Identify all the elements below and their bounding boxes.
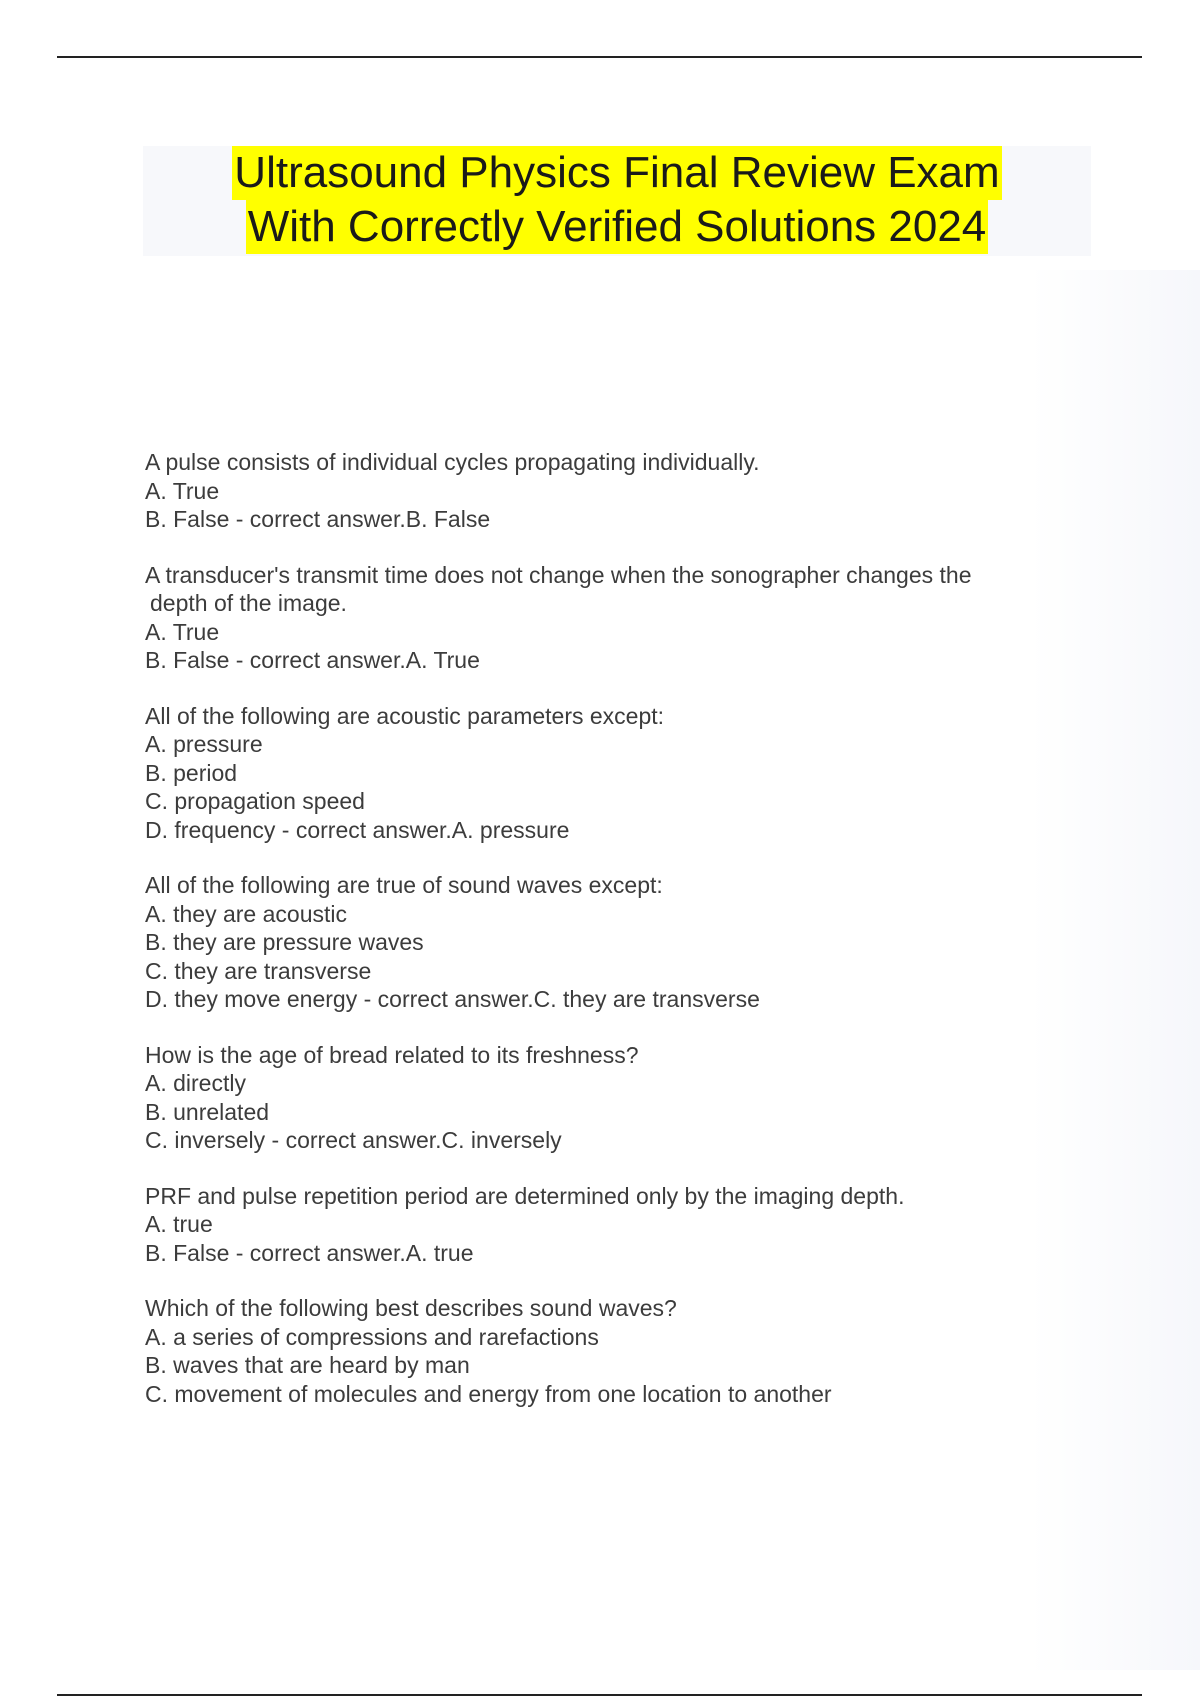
top-rule	[57, 56, 1142, 58]
answer-option: C. movement of molecules and energy from one location to another	[145, 1380, 832, 1407]
question-text: A transducer's transmit time does not change when the sonographer changes the	[145, 561, 972, 588]
question-text: Which of the following best describes sound waves?	[145, 1295, 677, 1321]
question-list	[145, 448, 1045, 1435]
answer-option: A. true	[145, 1211, 213, 1237]
question-text-continued: depth of the image.	[150, 590, 347, 616]
question-item	[145, 1041, 1045, 1155]
answer-option: A. directly	[145, 1070, 246, 1096]
title-panel	[143, 146, 1091, 256]
question-item	[145, 1182, 1045, 1268]
answer-option: B. False - correct answer.A. true	[145, 1239, 474, 1266]
question-item	[145, 448, 1045, 534]
question-text: PRF and pulse repetition period are determined only by the imaging depth.	[145, 1182, 905, 1209]
answer-option: B. unrelated	[145, 1098, 270, 1125]
bottom-rule	[57, 1694, 1142, 1696]
question-text: How is the age of bread related to its freshness?	[145, 1041, 639, 1068]
answer-option: A. a series of compressions and rarefactions	[145, 1323, 599, 1350]
answer-option: D. they move energy - correct answer.C. they are transverse	[145, 986, 760, 1012]
question-item	[145, 561, 1045, 675]
answer-option: C. propagation speed	[145, 788, 365, 814]
document-title-line-1: Ultrasound Physics Final Review Exam	[232, 146, 1001, 200]
document-title-line-2: With Correctly Verified Solutions 2024	[246, 200, 989, 254]
answer-option: B. False - correct answer.A. True	[145, 647, 480, 673]
answer-option: D. frequency - correct answer.A. pressure	[145, 816, 570, 843]
answer-option: C. they are transverse	[145, 957, 372, 984]
page-edge-tint	[1030, 270, 1200, 1670]
question-text: A pulse consists of individual cycles propagating individually.	[145, 449, 760, 475]
answer-option: A. pressure	[145, 731, 263, 757]
question-item	[145, 871, 1045, 1014]
answer-option: B. False - correct answer.B. False	[145, 506, 491, 532]
answer-option: A. True	[145, 477, 220, 504]
answer-option: B. period	[145, 759, 238, 786]
answer-option: A. they are acoustic	[145, 900, 347, 927]
answer-option: A. True	[145, 618, 220, 645]
question-item	[145, 702, 1045, 845]
answer-option: B. waves that are heard by man	[145, 1352, 470, 1378]
answer-option: C. inversely - correct answer.C. inversely	[145, 1127, 562, 1153]
question-text: All of the following are true of sound waves except:	[145, 872, 663, 898]
question-text: All of the following are acoustic parameters except:	[145, 702, 665, 729]
question-item	[145, 1294, 1045, 1408]
answer-option: B. they are pressure waves	[145, 929, 424, 955]
